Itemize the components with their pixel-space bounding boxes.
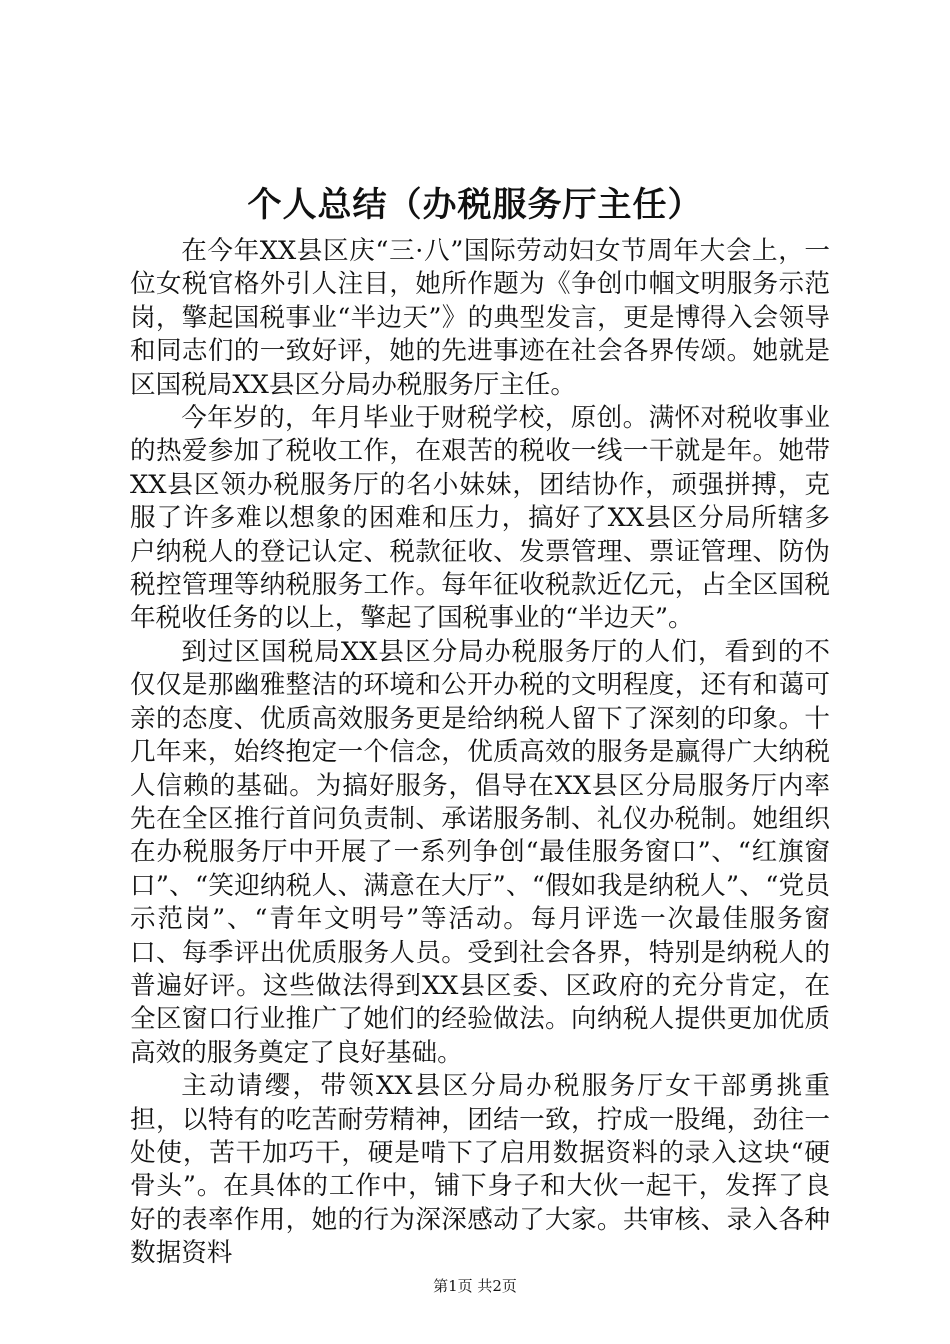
- paragraph-4: 主动请缨，带领XX县区分局办税服务厅女干部勇挑重担，以特有的吃苦耐劳精神，团结一致，拧成一股绳，劲往一处使，苦干加巧干，硬是啃下了启用数据资料的录入这块“硬骨头”。在具体的工作中，铺下身子和大伙一起干，发挥了良好的表率作用，她的行为深深感动了大家。共审核、录入各种数据资料: [130, 1071, 830, 1269]
- paragraph-3: 到过区国税局XX县区分局办税服务厅的人们，看到的不仅仅是那幽雅整洁的环境和公开办税的文明程度，还有和蔼可亲的态度、优质高效服务更是给纳税人留下了深刻的印象。十几年来，始终抱定一个信念，优质高效的服务是赢得广大纳税人信赖的基础。为搞好服务，倡导在XX县区分局服务厅内率先在全区推行首问负责制、承诺服务制、礼仪办税制。她组织在办税服务厅中开展了一系列争创“最佳服务窗口”、“红旗窗口”、“笑迎纳税人、满意在大厅”、“假如我是纳税人”、“党员示范岗”、“青年文明号”等活动。每月评选一次最佳服务窗口、每季评出优质服务人员。受到社会各界，特别是纳税人的普遍好评。这些做法得到XX县区委、区政府的充分肯定，在全区窗口行业推广了她们的经验做法。向纳税人提供更加优质高效的服务奠定了良好基础。: [130, 636, 830, 1068]
- paragraph-1: 在今年XX县区庆“三·八”国际劳动妇女节周年大会上，一位女税官格外引人注目，她所作题为《争创巾帼文明服务示范岗，擎起国税事业“半边天”》的典型发言，更是博得入会领导和同志们的一致好评，她的先进事迹在社会各界传颂。她就是区国税局XX县区分局办税服务厅主任。: [130, 236, 830, 400]
- document-title: 个人总结（办税服务厅主任）: [247, 185, 703, 225]
- document-body: [130, 235, 830, 1271]
- paragraph-2: 今年岁的，年月毕业于财税学校，原创。满怀对税收事业的热爱参加了税收工作，在艰苦的税收一线一干就是年。她带XX县区领办税服务厅的名小妹妹，团结协作，顽强拼搏，克服了许多难以想象的困难和压力，搞好了XX县区分局所辖多户纳税人的登记认定、税款征收、发票管理、票证管理、防伪税控管理等纳税服务工作。每年征收税款近亿元，占全区国税年税收任务的以上，擎起了国税事业的“半边天”。: [130, 403, 830, 634]
- page-number-footer: 第1页 共2页: [433, 1277, 517, 1295]
